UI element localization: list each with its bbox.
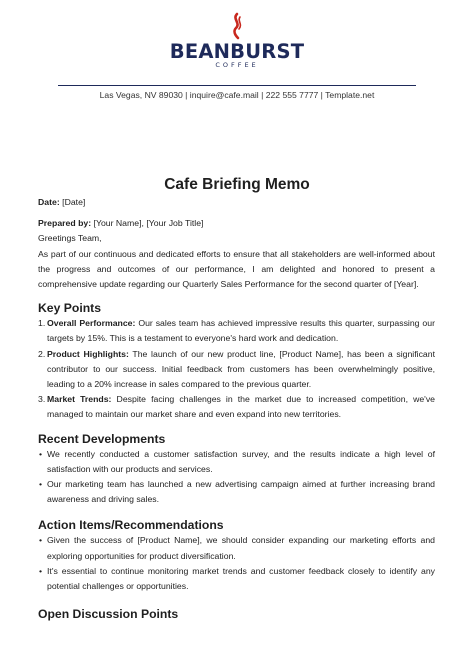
list-item (38, 347, 435, 393)
item-number: 2. (38, 348, 46, 359)
brand-logo (0, 12, 474, 70)
item-number: 1. (38, 318, 46, 329)
item-text: It's essential to continue monitoring market trends and customer feedback closely to identify any potential challenges or opportunities. (47, 565, 435, 592)
bullet-icon: • (39, 479, 43, 490)
date-line (38, 195, 435, 210)
recent-developments-list (38, 447, 435, 508)
item-text: Given the success of [Product Name], we should consider expanding our marketing efforts and exploring opportunities for product diversification. (47, 535, 435, 561)
date-value: [Date] (62, 197, 86, 207)
list-item (38, 392, 435, 422)
list-item (38, 447, 435, 477)
contact-info: Las Vegas, NV 89030 | inquire@cafe.mail | 222 555 7777 | Template.net (99, 90, 375, 100)
item-text: Despite facing challenges in the market due to increased competition, we've managed to maintain our market share and even expand into new territories. (47, 394, 436, 420)
prepared-by-line (38, 216, 435, 231)
prepared-by-value: [Your Name], [Your Job Title] (93, 218, 204, 229)
item-text: We recently conducted a customer satisfaction survey, and the results indicate a high level of satisfaction with our products and services. (47, 448, 435, 474)
date-label: Date: (38, 197, 60, 207)
intro-paragraph: As part of our continuous and dedicated efforts to ensure that all stakeholders are well-informed about the progress and outcomes of our performance, I am delighted and honored to present a comprehensive update regarding our Quarterly Sales Performance for the second quarter of [Year]. (38, 248, 435, 290)
memo-body (38, 195, 435, 622)
recent-developments-heading: Recent Developments (38, 431, 166, 446)
list-item (38, 533, 435, 563)
item-label: Product Highlights: (47, 348, 129, 359)
item-label: Market Trends: (47, 394, 112, 405)
key-points-heading: Key Points (38, 301, 101, 316)
greeting: Greetings Team, (38, 233, 102, 244)
coffee-steam-icon (228, 12, 246, 40)
prepared-by-label: Prepared by: (38, 218, 92, 229)
list-item (38, 316, 435, 346)
bullet-icon: • (39, 565, 43, 576)
brand-name: BEANBURST (169, 40, 305, 63)
bullet-icon: • (39, 448, 43, 459)
open-discussion-heading: Open Discussion Points (38, 607, 179, 622)
item-text: Our sales team has achieved impressive results this quarter, surpassing our targets by 15%. This is a testament to everyone's hard work and dedication. (47, 318, 435, 344)
item-label: Overall Performance: (47, 318, 136, 329)
bullet-icon: • (39, 535, 43, 546)
item-text: The launch of our new product line, [Product Name], has been a significant contributor to our success. Initial feedback from customers has been overwhelmingly positive, leading to a 20% increase in sales compared to the previous quarter. (47, 348, 435, 390)
action-items-heading: Action Items/Recommendations (38, 518, 224, 533)
memo-title: Cafe Briefing Memo (164, 176, 310, 193)
item-number: 3. (38, 394, 46, 405)
brand-subtitle: COFFEE (215, 61, 259, 69)
item-text: Our marketing team has launched a new advertising campaign aimed at further increasing brand awareness and driving sales. (47, 479, 435, 505)
action-items-list (38, 533, 435, 594)
list-item (38, 477, 435, 507)
header-divider (58, 85, 416, 86)
list-item (38, 564, 435, 594)
key-points-list (38, 316, 435, 422)
